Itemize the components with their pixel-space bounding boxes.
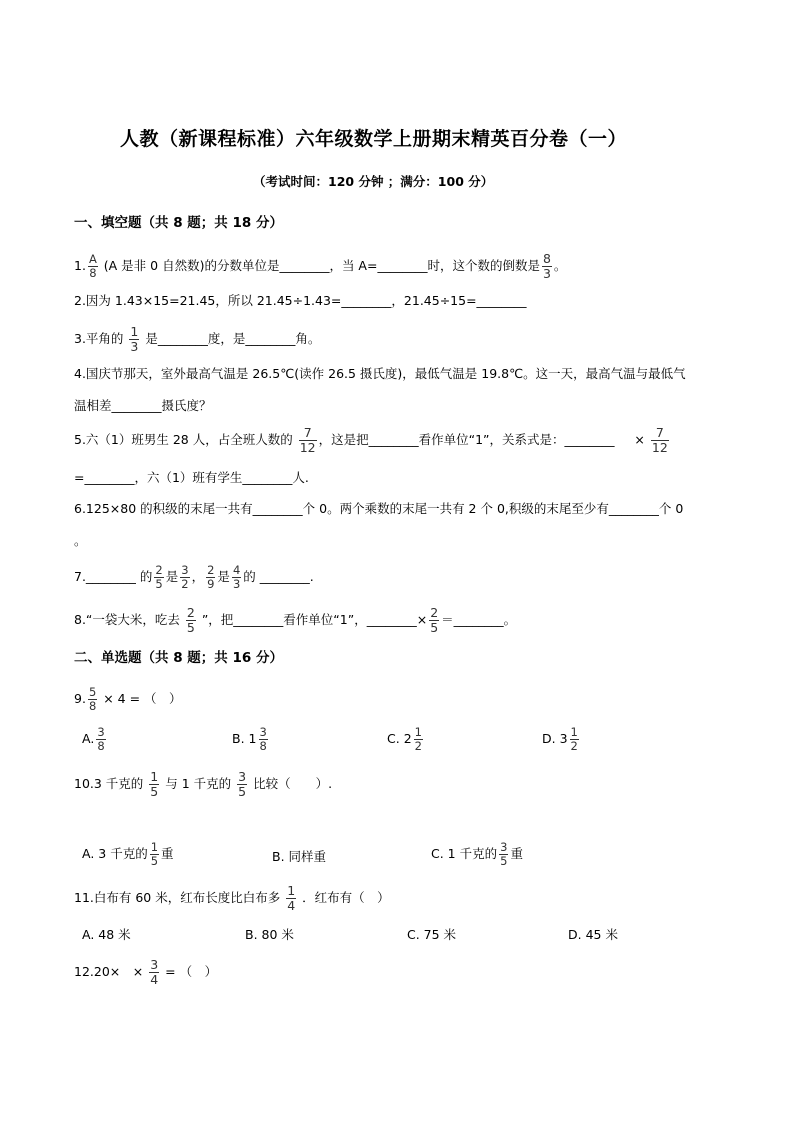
option-11b[interactable]: B. 80 米 [245,927,294,942]
question-9: 9. $\frac{5}{8}$ × 4 = （ ） [74,685,182,713]
fraction: $\frac{3}{8}$ [259,725,267,753]
fraction: $\frac{3}{8}$ [97,725,105,753]
question-5: 5.六（1）班男生 28 人，占全班人数的 $\frac{7}{12}$ ，这是把________看作单位“1”，关系式是：________ × $\frac{7}{12}$ [74,425,668,455]
option-11d[interactable]: D. 45 米 [568,927,618,942]
option-10b[interactable]: B. 同样重 [272,849,327,864]
fraction: $\frac{1}{5}$ [150,840,159,868]
fraction: $\frac{3}{4}$ [150,957,159,987]
question-10: 10.3 千克的 $\frac{1}{5}$ 与 1 千克的 $\frac{3}{5}$ 比较（ ）. [74,769,333,799]
section2-heading: 二、单选题（共 8 题；共 16 分） [74,650,283,666]
question-5-line2: =________，六（1）班有学生________人. [74,470,309,485]
fraction: $\frac{8}{3}$ [542,251,551,281]
question-2: 2.因为 1.43×15=21.45，所以 21.45÷1.43=________，21.45÷15=________ [74,293,527,308]
question-8: 8.“一袋大米，吃去 $\frac{2}{5}$ ”，把________看作单位“1”，________× $\frac{2}{5}$ ＝________。 [74,605,517,635]
section1-heading: 一、填空题（共 8 题；共 18 分） [74,215,283,231]
question-7: 7.________ 的 $\frac{2}{5}$ 是 $\frac{3}{2}$ ， $\frac{2}{9}$ 是 $\frac{4}{3}$ 的 ________. [74,563,314,591]
page-title: 人教（新课程标准）六年级数学上册期末精英百分卷（一） [120,128,628,150]
question-4: 4.国庆节那天，室外最高气温是 26.5℃(读作 26.5 摄氏度)，最低气温是 19.8℃。这一天，最高气温与最低气 温相差________摄氏度？ [74,366,686,413]
exam-info: （考试时间：120 分钟 ；满分：100 分） [253,174,494,189]
fraction: $\frac{3}{5}$ [238,769,247,799]
question-6: 6.125×80 的积级的末尾一共有________个 0。两个乘数的末尾一共有 2 个 0,积级的末尾至少有________个 0 。 [74,501,684,548]
option-10c[interactable]: C. 1 千克的 $\frac{3}{5}$ 重 [431,840,523,868]
question-3: 3.平角的 $\frac{1}{3}$ 是________度，是________角。 [74,324,321,354]
fraction: $\frac{2}{5}$ [186,605,195,635]
question-12: 12.20× × $\frac{3}{4}$ = （ ） [74,957,218,987]
fraction: $\frac{3}{2}$ [181,563,189,591]
option-11a[interactable]: A. 48 米 [82,927,131,942]
fraction: $\frac{3}{5}$ [500,840,508,868]
fraction: $\frac{2}{9}$ [207,563,215,591]
fraction: $\frac{7}{12}$ [299,425,316,455]
option-11c[interactable]: C. 75 米 [407,927,457,942]
fraction: $\frac{1}{2}$ [570,725,578,753]
question-1: 1. $\frac{A}{8}$ (A 是非 0 自然数)的分数单位是________，当 A=________时，这个数的倒数是 $\frac{8}{3}$ 。 [74,251,567,281]
fraction: $\frac{1}{2}$ [414,725,422,753]
fraction: $\frac{1}{4}$ [287,883,296,913]
fraction: $\frac{7}{12}$ [651,425,668,455]
fraction: $\frac{4}{3}$ [232,563,241,591]
fraction: $\frac{2}{5}$ [155,563,163,591]
option-9a[interactable]: A. $\frac{3}{8}$ [82,725,105,753]
fraction: $\frac{A}{8}$ [88,252,97,280]
option-10a[interactable]: A. 3 千克的 $\frac{1}{5}$ 重 [82,840,174,868]
fraction: $\frac{1}{3}$ [130,324,139,354]
question-11: 11.白布有 60 米，红布长度比白布多 $\frac{1}{4}$ ．红布有（ ） [74,883,390,913]
option-9c[interactable]: C. 2 $\frac{1}{2}$ [387,725,422,753]
option-9d[interactable]: D. 3 $\frac{1}{2}$ [542,725,578,753]
fraction: $\frac{2}{5}$ [430,605,439,635]
fraction: $\frac{1}{5}$ [150,769,159,799]
fraction: $\frac{5}{8}$ [88,685,97,713]
option-9b[interactable]: B. 1 $\frac{3}{8}$ [232,725,267,753]
